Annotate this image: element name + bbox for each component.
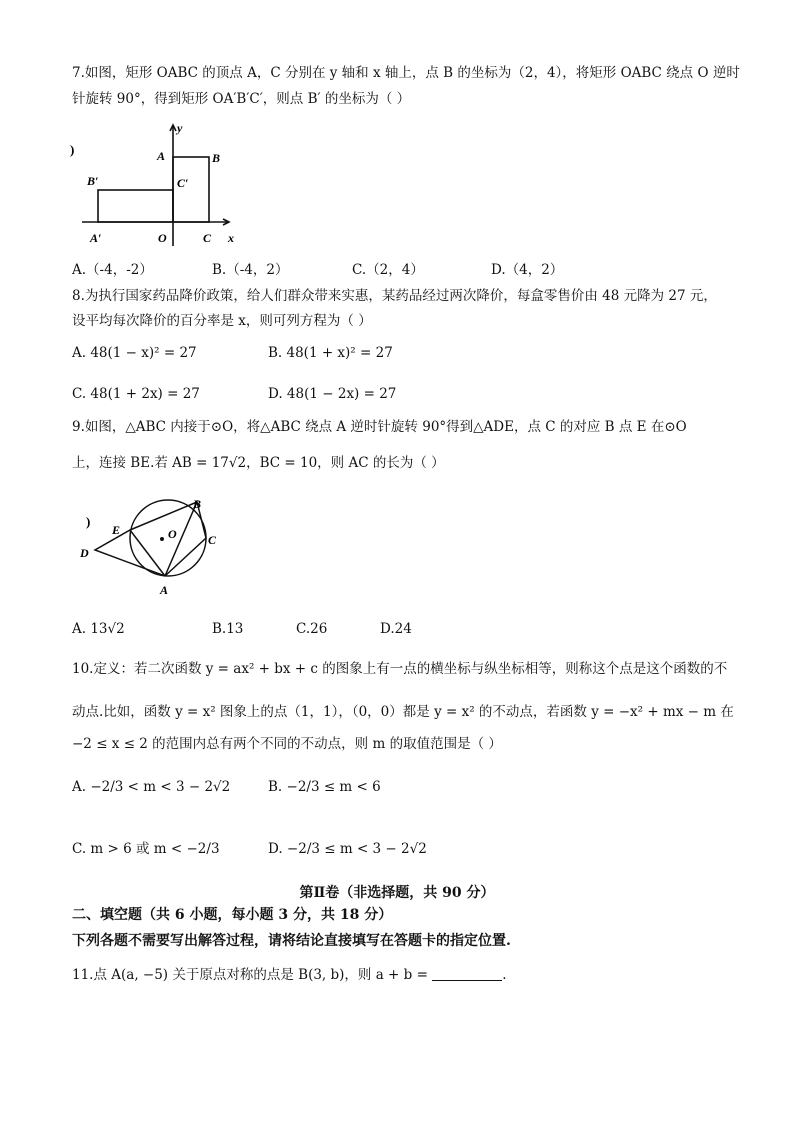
q10-line3: −2 ≤ x ≤ 2 的范围内总有两个不同的不动点，则 m 的取值范围是（ ） bbox=[72, 736, 502, 752]
q9-line1: 9.如图，△ABC 内接于⊙O，将△ABC 绕点 A 逆时针旋转 90°得到△ADE，点 C 的对应 B 点 E 在⊙O bbox=[72, 419, 687, 435]
q8-line1: 8.为执行国家药品降价政策，给人们群众带来实惠，某药品经过两次降价，每盒零售价由 48 元降为 27 元， bbox=[72, 288, 717, 304]
q7-option-d: D.（4，2） bbox=[491, 262, 564, 278]
q9-option-a: A. 13√2 bbox=[72, 621, 125, 637]
center-o bbox=[160, 537, 164, 541]
q9-fig-paren: ) bbox=[86, 514, 91, 529]
q7-line2: 针旋转 90°，得到矩形 OA′B′C′，则点 B′ 的坐标为（ ） bbox=[72, 91, 411, 107]
svg-text:B: B bbox=[212, 151, 221, 165]
svg-text:D: D bbox=[80, 546, 89, 560]
section-instruction: 下列各题不需要写出解答过程，请将结论直接填写在答题卡的指定位置. bbox=[72, 933, 511, 949]
svg-text:C: C bbox=[208, 533, 217, 547]
q8-option-a: A. 48(1 − x)² = 27 bbox=[72, 345, 197, 361]
q10-line2: 动点.比如，函数 y = x² 图象上的点（1，1），（0，0）都是 y = x² 的不动点，若函数 y = −x² + mx − m 在 bbox=[72, 704, 734, 720]
q9-option-c: C.26 bbox=[296, 621, 328, 637]
q10-option-b: B. −2/3 ≤ m < 6 bbox=[268, 779, 381, 795]
svg-text:E: E bbox=[112, 523, 121, 537]
q10-line1: 10.定义：若二次函数 y = ax² + bx + c 的图象上有一点的横坐标与纵坐标相等，则称这个点是这个函数的不 bbox=[72, 661, 728, 677]
q9-line2: 上，连接 BE.若 AB = 17√2，BC = 10，则 AC 的长为（ ） bbox=[72, 455, 445, 471]
svg-text:A: A bbox=[157, 149, 166, 163]
svg-text:y: y bbox=[177, 121, 183, 135]
q7-fig-paren: ) bbox=[70, 142, 75, 157]
q9-option-d: D.24 bbox=[380, 621, 412, 637]
q10-option-d: D. −2/3 ≤ m < 3 − 2√2 bbox=[268, 841, 427, 857]
q8-option-b: B. 48(1 + x)² = 27 bbox=[268, 345, 393, 361]
section-title: 第Ⅱ卷（非选择题，共 90 分） bbox=[299, 885, 495, 901]
q7-option-b: B.（-4，2） bbox=[212, 262, 289, 278]
q8-option-d: D. 48(1 − 2x) = 27 bbox=[268, 386, 397, 402]
q9-figure bbox=[76, 492, 236, 602]
q9-option-b: B.13 bbox=[212, 621, 244, 637]
q7-figure bbox=[68, 120, 248, 250]
svg-text:A′: A′ bbox=[90, 231, 102, 245]
svg-text:C: C bbox=[203, 231, 212, 245]
q10-option-a: A. −2/3 < m < 3 − 2√2 bbox=[72, 779, 231, 795]
svg-text:O: O bbox=[168, 527, 177, 541]
q8-line2: 设平均每次降价的百分率是 x，则可列方程为（ ） bbox=[72, 313, 372, 329]
q7-option-c: C.（2，4） bbox=[352, 262, 424, 278]
svg-text:B: B bbox=[193, 497, 202, 511]
svg-text:O: O bbox=[158, 231, 167, 245]
q11-text: 11.点 A(a, −5) 关于原点对称的点是 B(3, b)，则 a + b = bbox=[72, 967, 433, 983]
q7-option-a: A.（-4，-2） bbox=[72, 262, 153, 278]
q11-end: . bbox=[502, 967, 507, 983]
svg-text:B′: B′ bbox=[87, 174, 99, 188]
q11-answer-blank bbox=[432, 968, 502, 981]
q10-option-c: C. m > 6 或 m < −2/3 bbox=[72, 841, 220, 857]
q7-line1: 7.如图，矩形 OABC 的顶点 A，C 分别在 y 轴和 x 轴上，点 B 的坐标为（2，4），将矩形 OABC 绕点 O 逆时 bbox=[72, 65, 740, 81]
svg-text:C′: C′ bbox=[177, 176, 189, 190]
svg-text:A: A bbox=[160, 583, 169, 597]
svg-text:x: x bbox=[228, 231, 234, 245]
q8-option-c: C. 48(1 + 2x) = 27 bbox=[72, 386, 200, 402]
section-heading: 二、填空题（共 6 小题，每小题 3 分，共 18 分） bbox=[72, 907, 393, 923]
q11-line bbox=[72, 966, 507, 984]
rect-oabc-rotated bbox=[98, 190, 173, 222]
